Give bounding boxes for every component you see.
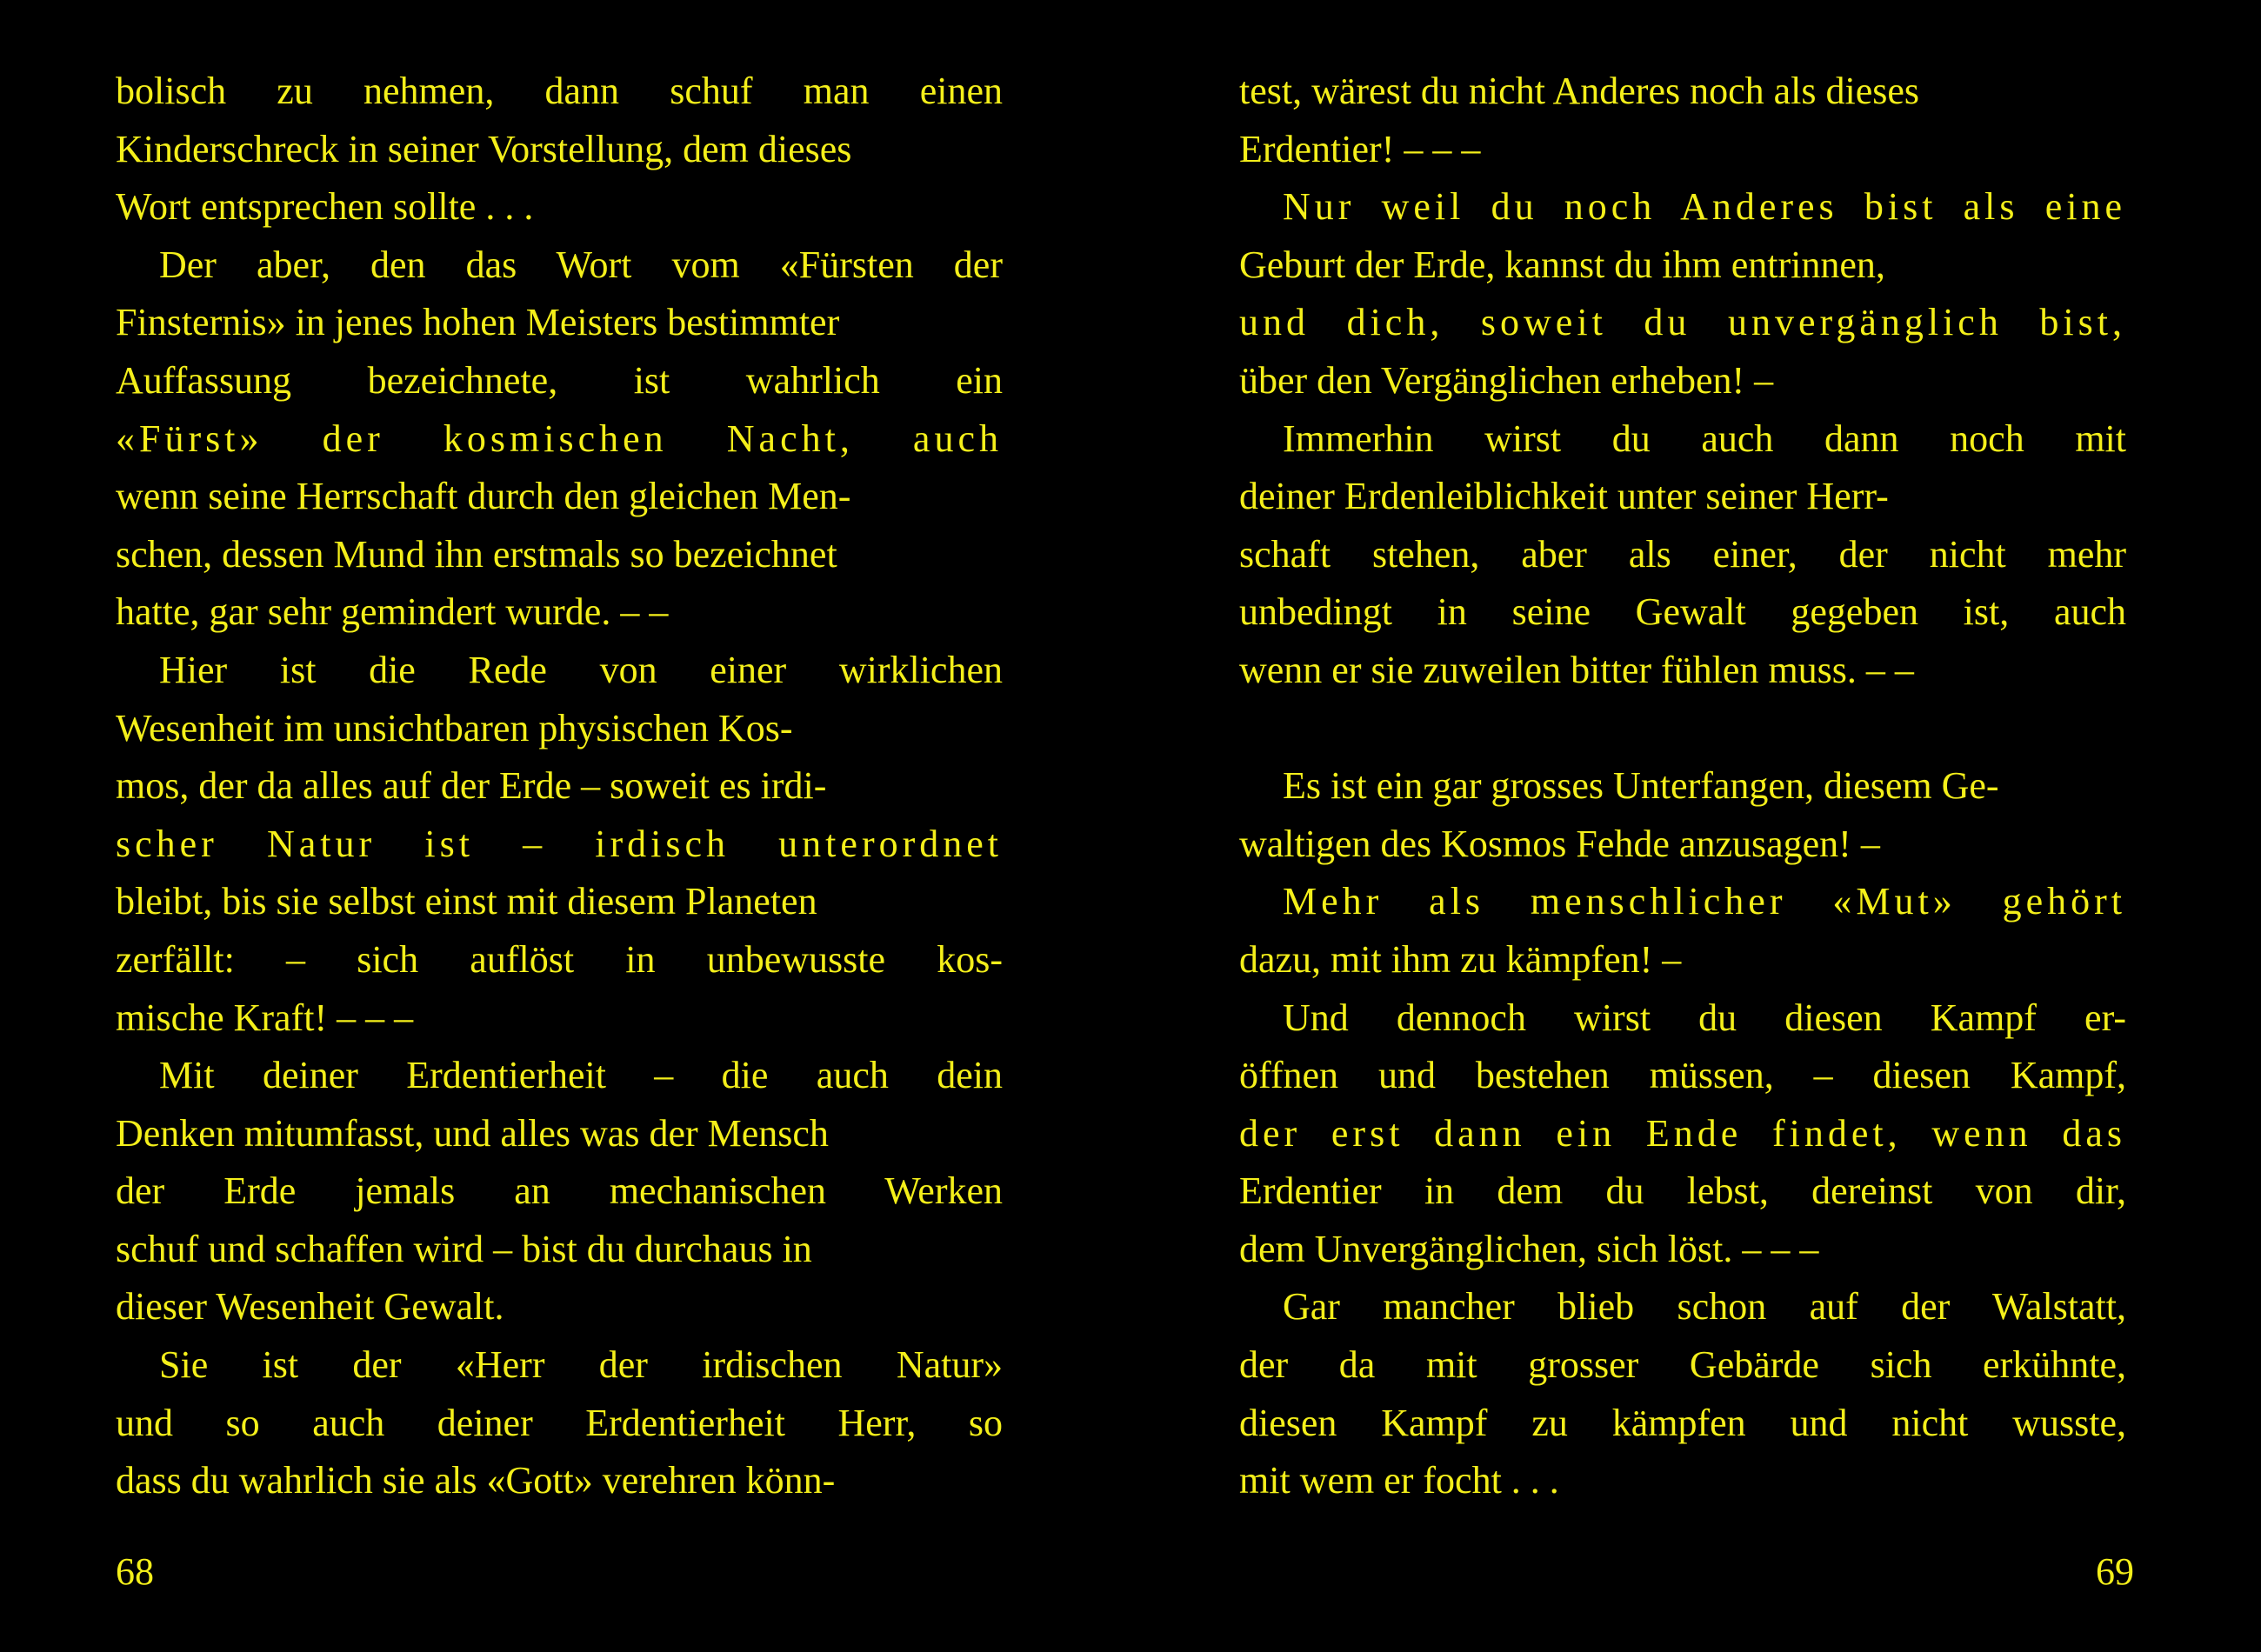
text-line: bolisch zu nehmen, dann schuf man einen (116, 70, 1003, 112)
text-line: Hier ist die Rede von einer wirklichen (159, 648, 1003, 691)
text-line: schuf und schaffen wird – bist du durchaus in (116, 1227, 812, 1270)
text-line: dieser Wesenheit Gewalt. (116, 1285, 504, 1329)
text-line: dazu, mit ihm zu kämpfen! – (1239, 937, 1682, 981)
text-line: der erst dann ein Ende findet, wenn das (1239, 1111, 2126, 1155)
text-line: zerfällt: – sich auflöst in unbewusste kos- (116, 937, 1003, 981)
text-line: unbedingt in seine Gewalt gegeben ist, auch (1239, 590, 2126, 634)
text-line: Auffassung bezeichnete, ist wahrlich ein (116, 358, 1003, 402)
text-line: Immerhin wirst du auch dann noch mit (1283, 416, 2126, 460)
right-page (1239, 63, 2126, 1510)
text-line: Nur weil du noch Anderes bist als eine (1283, 185, 2126, 229)
blank-line (1239, 700, 2126, 758)
text-line: mische Kraft! – – – (116, 996, 414, 1039)
text-line: schaft stehen, aber als einer, der nicht mehr (1239, 532, 2126, 576)
text-line: test, wärest du nicht Anderes noch als dieses (1239, 70, 1920, 112)
left-page (116, 63, 1003, 1510)
text-line: und so auch deiner Erdentierheit Herr, so (116, 1401, 1003, 1444)
text-line: Sie ist der «Herr der irdischen Natur» (159, 1343, 1003, 1387)
text-line: öffnen und bestehen müssen, – diesen Kampf, (1239, 1054, 2126, 1097)
text-line: dem Unvergänglichen, sich löst. – – – (1239, 1227, 1819, 1270)
text-line: und dich, soweit du unvergänglich bist, (1239, 301, 2126, 344)
text-line: Wesenheit im unsichtbaren physischen Kos- (116, 706, 793, 749)
text-line: schen, dessen Mund ihn erstmals so bezeichnet (116, 532, 837, 576)
text-line: waltigen des Kosmos Fehde anzusagen! – (1239, 822, 1880, 865)
text-line: «Fürst» der kosmischen Nacht, auch (116, 416, 1003, 460)
text-line: diesen Kampf zu kämpfen und nicht wusste, (1239, 1401, 2126, 1444)
text-line: Denken mitumfasst, und alles was der Mensch (116, 1111, 829, 1155)
text-line: Gar mancher blieb schon auf der Walstatt, (1283, 1285, 2126, 1329)
text-line: Kinderschreck in seiner Vorstellung, dem dieses (116, 127, 852, 170)
text-line: Erdentier! – – – (1239, 127, 1481, 170)
page-number-left: 68 (116, 1550, 154, 1593)
text-line: bleibt, bis sie selbst einst mit diesem Planeten (116, 880, 817, 923)
text-line: Und dennoch wirst du diesen Kampf er- (1283, 996, 2126, 1039)
text-line: Geburt der Erde, kannst du ihm entrinnen, (1239, 243, 1885, 286)
text-line: scher Natur ist – irdisch unterordnet (116, 822, 1003, 865)
text-line: deiner Erdenleiblichkeit unter seiner Herr- (1239, 475, 1889, 518)
text-line: mos, der da alles auf der Erde – soweit es irdi- (116, 764, 827, 808)
text-line: Wort entsprechen sollte . . . (116, 185, 534, 229)
text-line: über den Vergänglichen erheben! – (1239, 358, 1774, 402)
text-line: mit wem er focht . . . (1239, 1459, 1559, 1502)
text-line: Erdentier in dem du lebst, dereinst von dir, (1239, 1169, 2126, 1213)
text-line: dass du wahrlich sie als «Gott» verehren könn- (116, 1459, 836, 1502)
text-line: Finsternis» in jenes hohen Meisters bestimmter (116, 301, 840, 344)
text-line: wenn seine Herrschaft durch den gleichen Men- (116, 475, 851, 518)
text-line: der Erde jemals an mechanischen Werken (116, 1169, 1003, 1213)
text-line: Der aber, den das Wort vom «Fürsten der (159, 243, 1003, 286)
page-number-right: 69 (2096, 1550, 2134, 1593)
text-line: Mit deiner Erdentierheit – die auch dein (159, 1054, 1003, 1097)
text-line: Es ist ein gar grosses Unterfangen, diesem Ge- (1283, 764, 1999, 808)
text-line: Mehr als menschlicher «Mut» gehört (1283, 880, 2126, 923)
text-line: hatte, gar sehr gemindert wurde. – – (116, 590, 669, 634)
text-line: wenn er sie zuweilen bitter fühlen muss. – – (1239, 648, 1914, 691)
text-line: der da mit grosser Gebärde sich erkühnte, (1239, 1343, 2126, 1387)
